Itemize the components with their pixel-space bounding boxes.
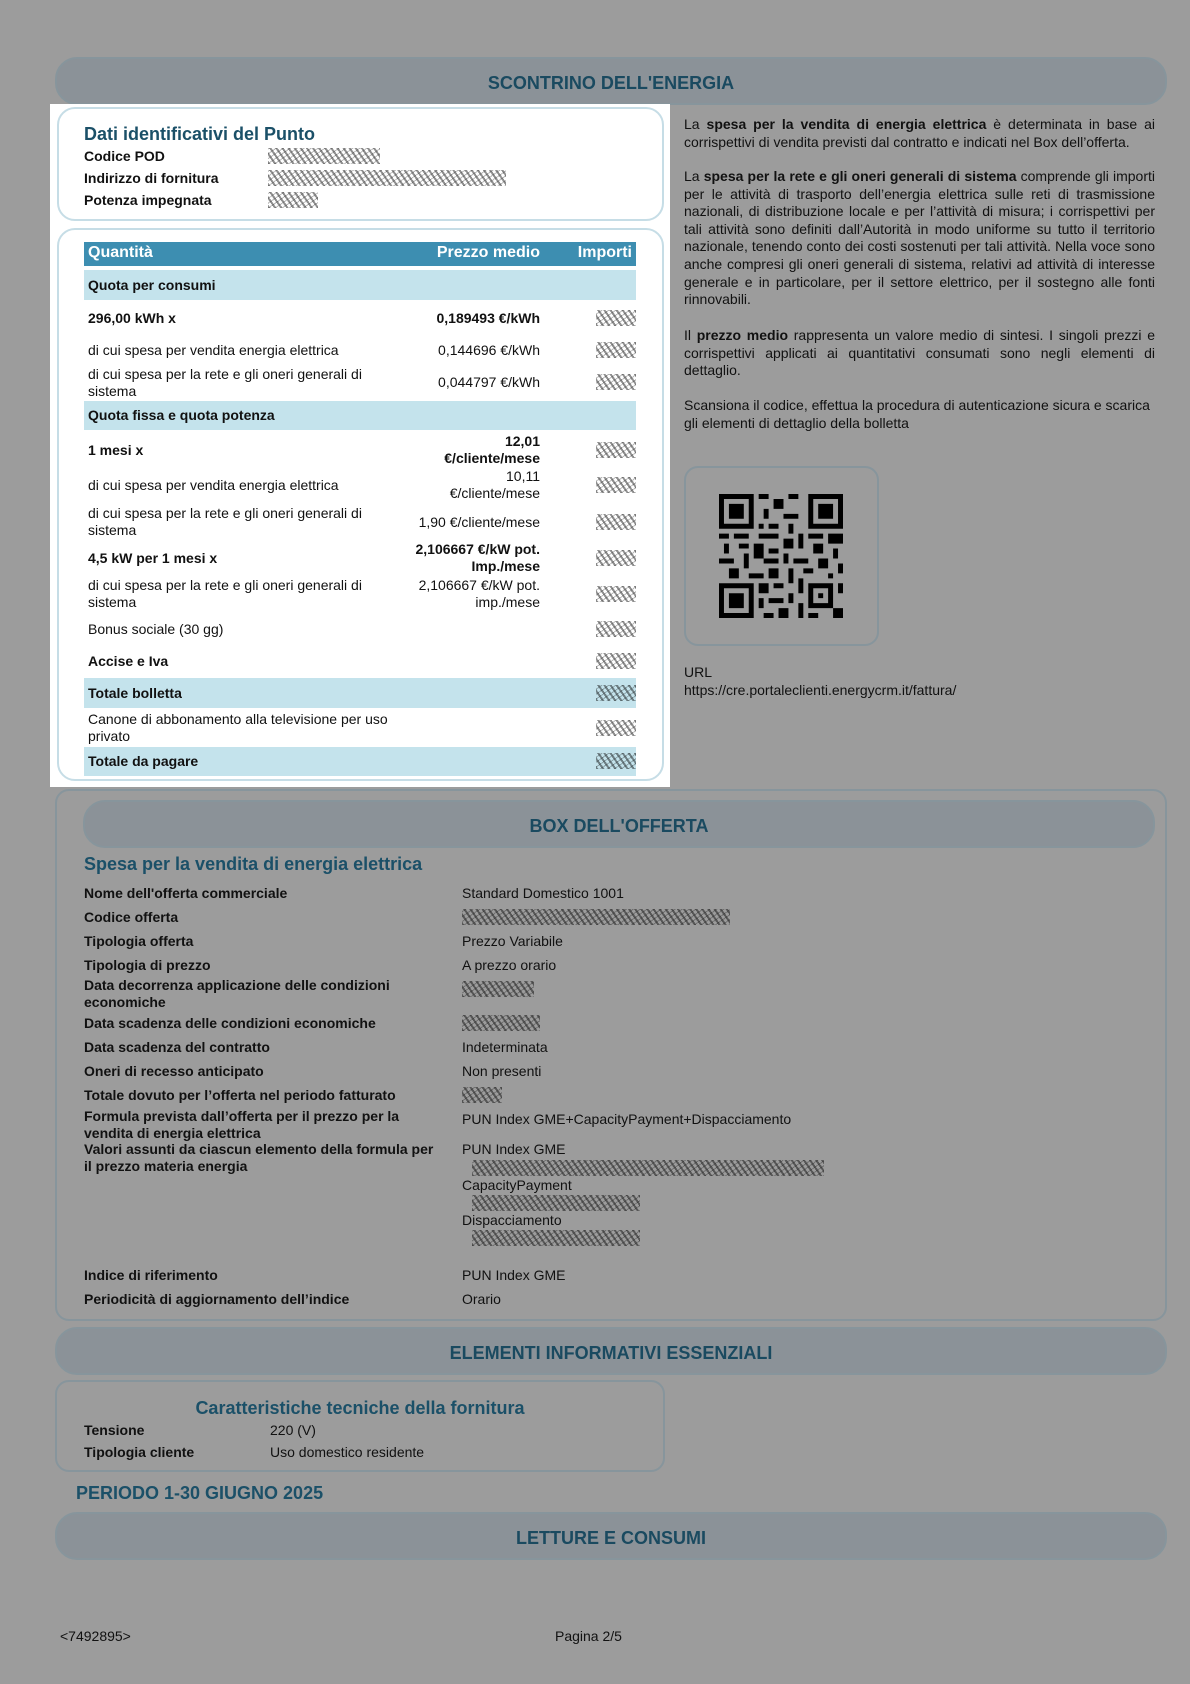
qr-box (684, 466, 879, 646)
codice-offerta-redacted (462, 909, 730, 925)
data-scadenza-redacted (462, 1015, 540, 1031)
dispacciamento-values-redacted (472, 1230, 640, 1246)
tipologia-cliente-value: Uso domestico residente (270, 1444, 425, 1460)
info-prezzo-medio: Il prezzo medio rappresenta un valore medio di sintesi. I singoli prezzi e corrispettivi applicati ai quantitativi consumati sono negli elementi di dettaglio. (684, 327, 1155, 379)
amount-redacted (596, 550, 636, 566)
amount-redacted (596, 477, 636, 493)
banner-box-offerta: BOX DELL'OFFERTA (83, 800, 1155, 848)
banner-elementi: ELEMENTI INFORMATIVI ESSENZIALI (55, 1327, 1167, 1375)
periodo-title: PERIODO 1-30 GIUGNO 2025 (76, 1483, 324, 1503)
potenza-redacted (268, 192, 318, 208)
amount-redacted (596, 514, 636, 530)
offerta-row: Valori assunti da ciascun elemento della formula per il prezzo materia energia PUN Index GME CapacityPayment Dispacciamento (84, 1141, 1144, 1251)
table-row: di cui spesa per la rete e gli oneri generali di sistema 1,90 €/cliente/mese (84, 505, 636, 539)
amount-redacted (596, 586, 636, 602)
amount-redacted (596, 310, 636, 326)
tecniche-title: Caratteristiche tecniche della fornitura (195, 1398, 525, 1418)
indirizzo-label: Indirizzo di fornitura (84, 170, 219, 186)
amount-redacted (596, 753, 636, 769)
table-row: di cui spesa per la rete e gli oneri generali di sistema 0,044797 €/kWh (84, 366, 636, 400)
document-id: <7492895> (60, 1628, 131, 1644)
header-importi: Importi (577, 244, 632, 261)
table-row: Bonus sociale (30 gg) (84, 614, 636, 644)
page-number: Pagina 2/5 (555, 1628, 622, 1644)
punto-title: Dati identificativi del Punto (84, 124, 316, 144)
amount-redacted (596, 342, 636, 358)
amount-redacted (596, 374, 636, 390)
table-row: 1 mesi x 12,01 €/cliente/mese (84, 433, 636, 467)
table-row: Accise e Iva (84, 646, 636, 676)
indirizzo-redacted (268, 170, 506, 186)
amount-redacted (596, 442, 636, 458)
banner-letture: LETTURE E CONSUMI (55, 1512, 1167, 1560)
info-scansiona: Scansiona il codice, effettua la procedura di autenticazione sicura e scarica gli elementi di dettaglio della bolletta (684, 397, 1150, 431)
amount-redacted (596, 685, 636, 701)
tensione-value: 220 (V) (270, 1422, 316, 1438)
banner-scontrino: SCONTRINO DELL'ENERGIA (55, 57, 1167, 105)
potenza-label: Potenza impegnata (84, 192, 212, 208)
section-totale-pagare: Totale da pagare (84, 747, 636, 776)
header-prezzo: Prezzo medio (436, 244, 540, 261)
table-row: di cui spesa per la rete e gli oneri generali di sistema 2,106667 €/kW pot. imp./mese (84, 577, 636, 611)
amount-redacted (596, 621, 636, 637)
section-totale-bolletta: Totale bolletta (84, 678, 636, 708)
codice-pod-label: Codice POD (84, 148, 165, 164)
tipologia-cliente-label: Tipologia cliente (84, 1444, 195, 1460)
header-quantita: Quantità (88, 244, 153, 261)
amount-redacted (596, 653, 636, 669)
table-row: di cui spesa per vendita energia elettrica 0,144696 €/kWh (84, 336, 636, 364)
url-label: URL (684, 664, 713, 680)
table-row: di cui spesa per vendita energia elettrica 10,11 €/cliente/mese (84, 468, 636, 502)
data-decorrenza-redacted (462, 981, 534, 997)
codice-pod-redacted (268, 148, 380, 164)
capacity-values-redacted (472, 1195, 640, 1211)
qr-code-icon[interactable] (719, 494, 843, 618)
offerta-title: Spesa per la vendita di energia elettrica (84, 854, 423, 874)
table-row: 4,5 kW per 1 mesi x 2,106667 €/kW pot. Imp./mese (84, 541, 636, 575)
table-row: 296,00 kWh x 0,189493 €/kWh (84, 304, 636, 332)
table-header (84, 242, 636, 266)
totale-dovuto-redacted (462, 1087, 502, 1103)
section-quota-fissa: Quota fissa e quota potenza (84, 401, 636, 430)
amount-redacted (596, 720, 636, 736)
info-rete: La spesa per la rete e gli oneri generali di sistema comprende gli importi per le attività di trasporto dell’energia elettrica sulle reti di trasmissione nazionali, di distribuzione locale e per l’attività di misura; i corrispettivi per tali attività sono definiti dall’Autorità in modo uniforme su tutto il territorio nazionale, tenendo conto dei costi sostenuti per tali attività. Nella voce sono anche compresi gli oneri generali di sistema, relativi ad attività di interesse generale e in particolare, per il settore elettrico, per il sostegno alle fonti rinnovabili. (684, 168, 1155, 308)
info-vendita: La spesa per la vendita di energia elettrica è determinata in base ai corrispettivi di vendita previsti dal contratto e indicati nel Box dell’offerta. (684, 116, 1155, 150)
section-quota-consumi: Quota per consumi (84, 270, 636, 300)
pun-values-redacted (472, 1160, 824, 1176)
url-link[interactable]: https://cre.portaleclienti.energycrm.it/fattura/ (684, 682, 957, 698)
table-row: Canone di abbonamento alla televisione per uso privato (84, 710, 636, 746)
tensione-label: Tensione (84, 1422, 145, 1438)
